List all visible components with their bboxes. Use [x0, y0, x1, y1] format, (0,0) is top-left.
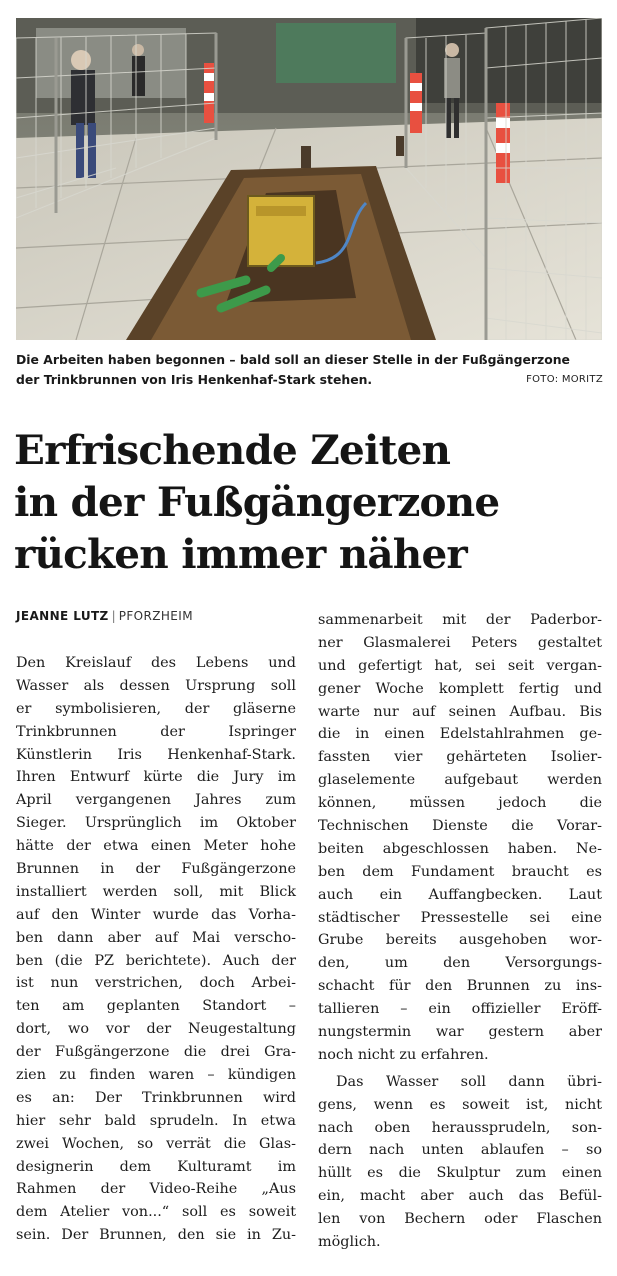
dateline-place: PFORZHEIM: [118, 609, 193, 623]
article-line: beiten abgeschlossen haben. Ne-: [318, 840, 602, 857]
article-line: ner Glasmalerei Peters gestaltet: [318, 634, 602, 651]
article-line: tallieren – ein offizieller Eröff-: [318, 1001, 602, 1018]
article-line: Trinkbrunnen der Ispringer: [16, 723, 296, 740]
article-line: glaselemente aufgebaut werden: [318, 772, 602, 789]
headline-line: Erfrischende Zeiten: [14, 426, 451, 474]
article-line: dem Atelier von...“ soll es soweit: [16, 1204, 296, 1221]
article-line: nungstermin war gestern aber: [318, 1024, 602, 1041]
byline-separator: |: [111, 609, 116, 623]
article-line: es an: Der Trinkbrunnen wird: [16, 1089, 296, 1106]
article-line: len von Bechern oder Flaschen: [318, 1211, 602, 1228]
article-line: gener Woche komplett fertig und: [318, 680, 602, 697]
article-line: ben dem Fundament braucht es: [318, 863, 602, 880]
byline: [16, 609, 193, 623]
article-line: ten am geplanten Standort –: [16, 998, 296, 1015]
article-line: Rahmen der Video-Reihe „Aus: [16, 1181, 296, 1198]
article-line: nach oben heraussprudeln, son-: [318, 1119, 602, 1136]
article-photo: [16, 18, 602, 340]
article-line: zwei Wochen, so verrät die Glas-: [16, 1135, 296, 1152]
article-line: Brunnen in der Fußgängerzone: [16, 861, 296, 878]
headline: [14, 424, 604, 580]
article-line: schacht für den Brunnen zu ins-: [318, 978, 602, 995]
article-line: hätte der etwa einen Meter hohe: [16, 838, 296, 855]
article-line: sammenarbeit mit der Paderbor-: [318, 612, 602, 628]
article-line: fassten vier gehärteten Isolier-: [318, 749, 602, 766]
article-line: Das Wasser soll dann übri-: [336, 1073, 602, 1090]
article-line: designerin dem Kulturamt im: [16, 1158, 296, 1175]
article-line: ben (die PZ berichtete). Auch der: [16, 952, 296, 969]
article-line: noch nicht zu erfahren.: [318, 1046, 489, 1063]
article-line: er symbolisieren, der gläserne: [16, 700, 296, 717]
caption-line: Die Arbeiten haben begonnen – bald soll an dieser Stelle in der Fußgängerzone: [16, 352, 570, 367]
street-construction-photo-icon: [16, 18, 602, 340]
article-line: Künstlerin Iris Henkenhaf-Stark.: [16, 746, 296, 763]
article-line: hier sehr bald sprudeln. In etwa: [16, 1112, 296, 1129]
article-line: Wasser als dessen Ursprung soll: [16, 677, 296, 694]
article-line: auf den Winter wurde das Vorha-: [16, 906, 296, 923]
author-name: JEANNE LUTZ: [16, 609, 109, 623]
article-line: warte nur auf seinen Aufbau. Bis: [318, 703, 602, 720]
article-line: die in einen Edelstahlrahmen ge-: [318, 726, 602, 743]
article-line: können, müssen jedoch die: [318, 795, 602, 812]
caption-line: der Trinkbrunnen von Iris Henkenhaf-Stark stehen.: [16, 372, 373, 387]
article-line: gens, wenn es soweit ist, nicht: [318, 1096, 602, 1113]
article-line: Grube bereits ausgehoben wor-: [318, 932, 602, 949]
article-line: sein. Der Brunnen, den sie in Zu-: [16, 1227, 296, 1244]
article-line: und gefertigt hat, sei seit vergan-: [318, 657, 602, 674]
article-line: auch ein Auffangbecken. Laut: [318, 886, 602, 903]
article-line: städtischer Pressestelle sei eine: [318, 909, 602, 926]
article-line: hüllt es die Skulptur zum einen: [318, 1165, 602, 1182]
article-line: der Fußgängerzone die drei Gra-: [16, 1044, 296, 1061]
article-line: April vergangenen Jahres zum: [16, 792, 296, 809]
article-line: ein, macht aber auch das Befül-: [318, 1188, 602, 1205]
article-line: Technischen Dienste die Vorar-: [318, 818, 602, 835]
article-line: dern nach unten ablaufen – so: [318, 1142, 602, 1159]
photo-caption: [16, 350, 604, 390]
article-line: zien zu finden waren – kündigen: [16, 1067, 296, 1084]
headline-line: rücken immer näher: [14, 530, 467, 578]
article-column-right: [318, 609, 602, 1254]
article-line: ist nun verstrichen, doch Arbei-: [16, 975, 296, 992]
article-column-left: [16, 652, 296, 1247]
article-line: installiert werden soll, mit Blick: [16, 883, 296, 900]
article-line: Ihren Entwurf kürte die Jury im: [16, 769, 296, 786]
article-line: dort, wo vor der Neugestaltung: [16, 1021, 296, 1038]
article-line: möglich.: [318, 1234, 381, 1251]
article-line: Den Kreislauf des Lebens und: [16, 655, 296, 671]
article-line: den, um den Versorgungs-: [318, 955, 602, 972]
article-line: Sieger. Ursprünglich im Oktober: [16, 815, 296, 832]
photo-credit: FOTO: MORITZ: [526, 374, 603, 385]
article-line: ben dann aber auf Mai verscho-: [16, 929, 296, 946]
headline-line: in der Fußgängerzone: [14, 478, 500, 526]
